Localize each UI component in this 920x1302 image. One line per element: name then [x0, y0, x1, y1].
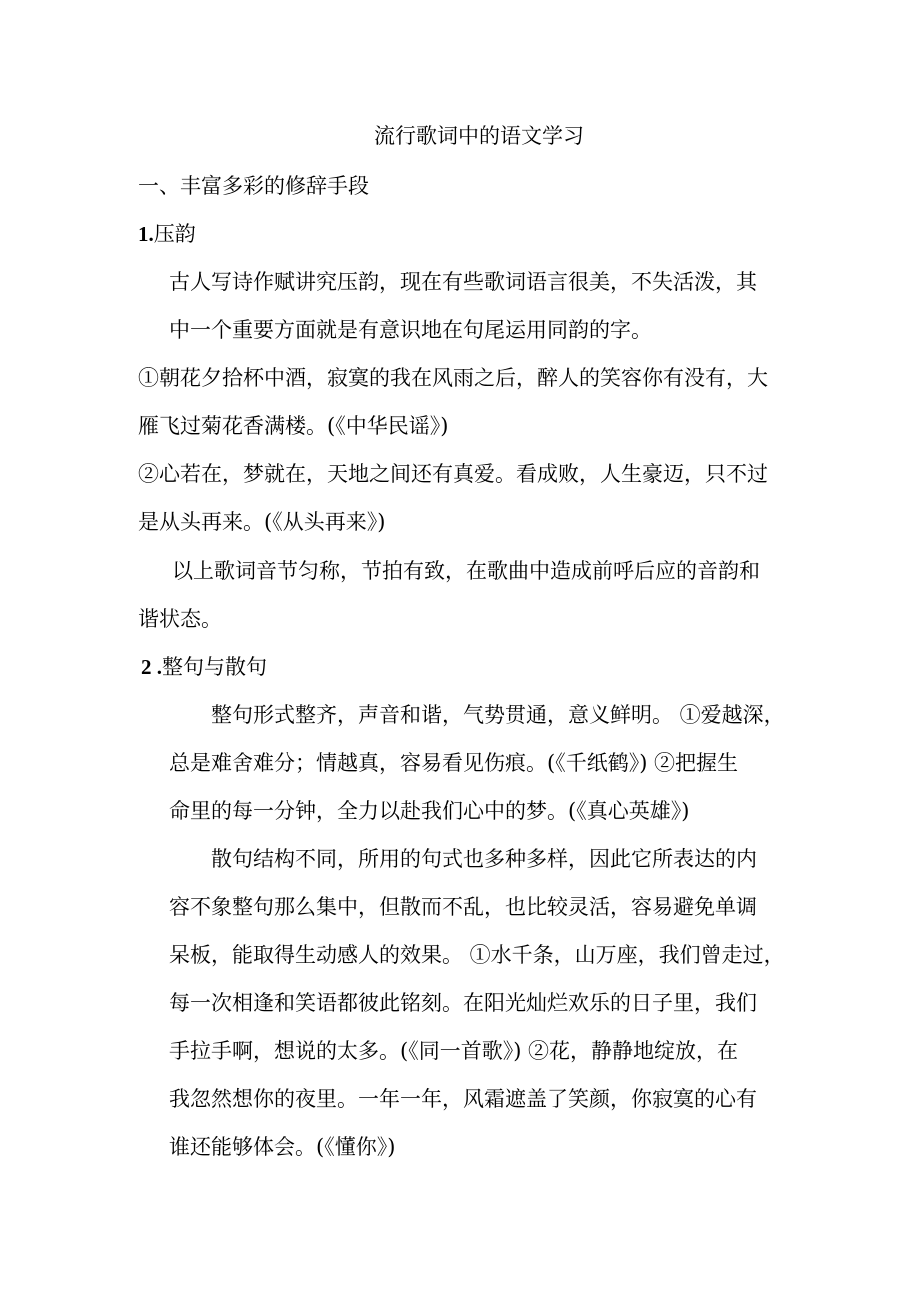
- example-line: 雁飞过菊花香满楼。(《中华民谣》): [138, 414, 449, 438]
- section-heading: 一、丰富多彩的修辞手段: [138, 174, 369, 198]
- paragraph-line: 以上歌词音节匀称，节拍有致，在歌曲中造成前呼后应的音韵和: [172, 559, 760, 583]
- example-line: ②心若在，梦就在，天地之间还有真爱。看成败，人生豪迈，只不过: [138, 462, 768, 486]
- paragraph-line: 总是难舍难分；情越真，容易看见伤痕。(《千纸鹤》) ②把握生: [169, 751, 739, 775]
- paragraph-line: 整句形式整齐，声音和谐，气势贯通，意义鲜明。 ①爱越深，: [211, 703, 785, 727]
- subsection-number: 2 .: [141, 655, 162, 679]
- paragraph-line: 散句结构不同，所用的句式也多种多样，因此它所表达的内: [211, 847, 757, 871]
- paragraph-line: 谐状态。: [138, 607, 222, 631]
- document-title: 流行歌词中的语文学习: [374, 124, 584, 148]
- paragraph-line: 谁还能够体会。(《懂你》): [169, 1135, 396, 1159]
- paragraph-line: 手拉手啊，想说的太多。(《同一首歌》) ②花，静静地绽放，在: [169, 1039, 739, 1063]
- example-line: 是从头再来。(《从头再来》): [138, 510, 386, 534]
- example-line: ①朝花夕拾杯中酒，寂寞的我在风雨之后，醉人的笑容你有没有，大: [138, 366, 768, 390]
- paragraph-line: 中一个重要方面就是有意识地在句尾运用同韵的字。: [169, 318, 652, 342]
- paragraph-line: 每一次相逢和笑语都彼此铭刻。在阳光灿烂欢乐的日子里，我们: [169, 991, 757, 1015]
- subsection-title: 整句与散句: [162, 655, 267, 679]
- subsection-heading: [141, 653, 267, 681]
- paragraph-line: 我忽然想你的夜里。一年一年，风霜遮盖了笑颜，你寂寞的心有: [169, 1087, 757, 1111]
- paragraph-line: 古人写诗作赋讲究压韵，现在有些歌词语言很美，不失活泼，其: [169, 270, 757, 294]
- paragraph-line: 命里的每一分钟，全力以赴我们心中的梦。(《真心英雄》): [169, 799, 690, 823]
- subsection-heading: [138, 220, 196, 248]
- paragraph-line: 呆板，能取得生动感人的效果。 ①水千条，山万座，我们曾走过，: [169, 943, 785, 967]
- subsection-title: 压韵: [153, 222, 196, 246]
- subsection-number: 1.: [138, 222, 154, 246]
- paragraph-line: 容不象整句那么集中，但散而不乱，也比较灵活，容易避免单调: [169, 895, 757, 919]
